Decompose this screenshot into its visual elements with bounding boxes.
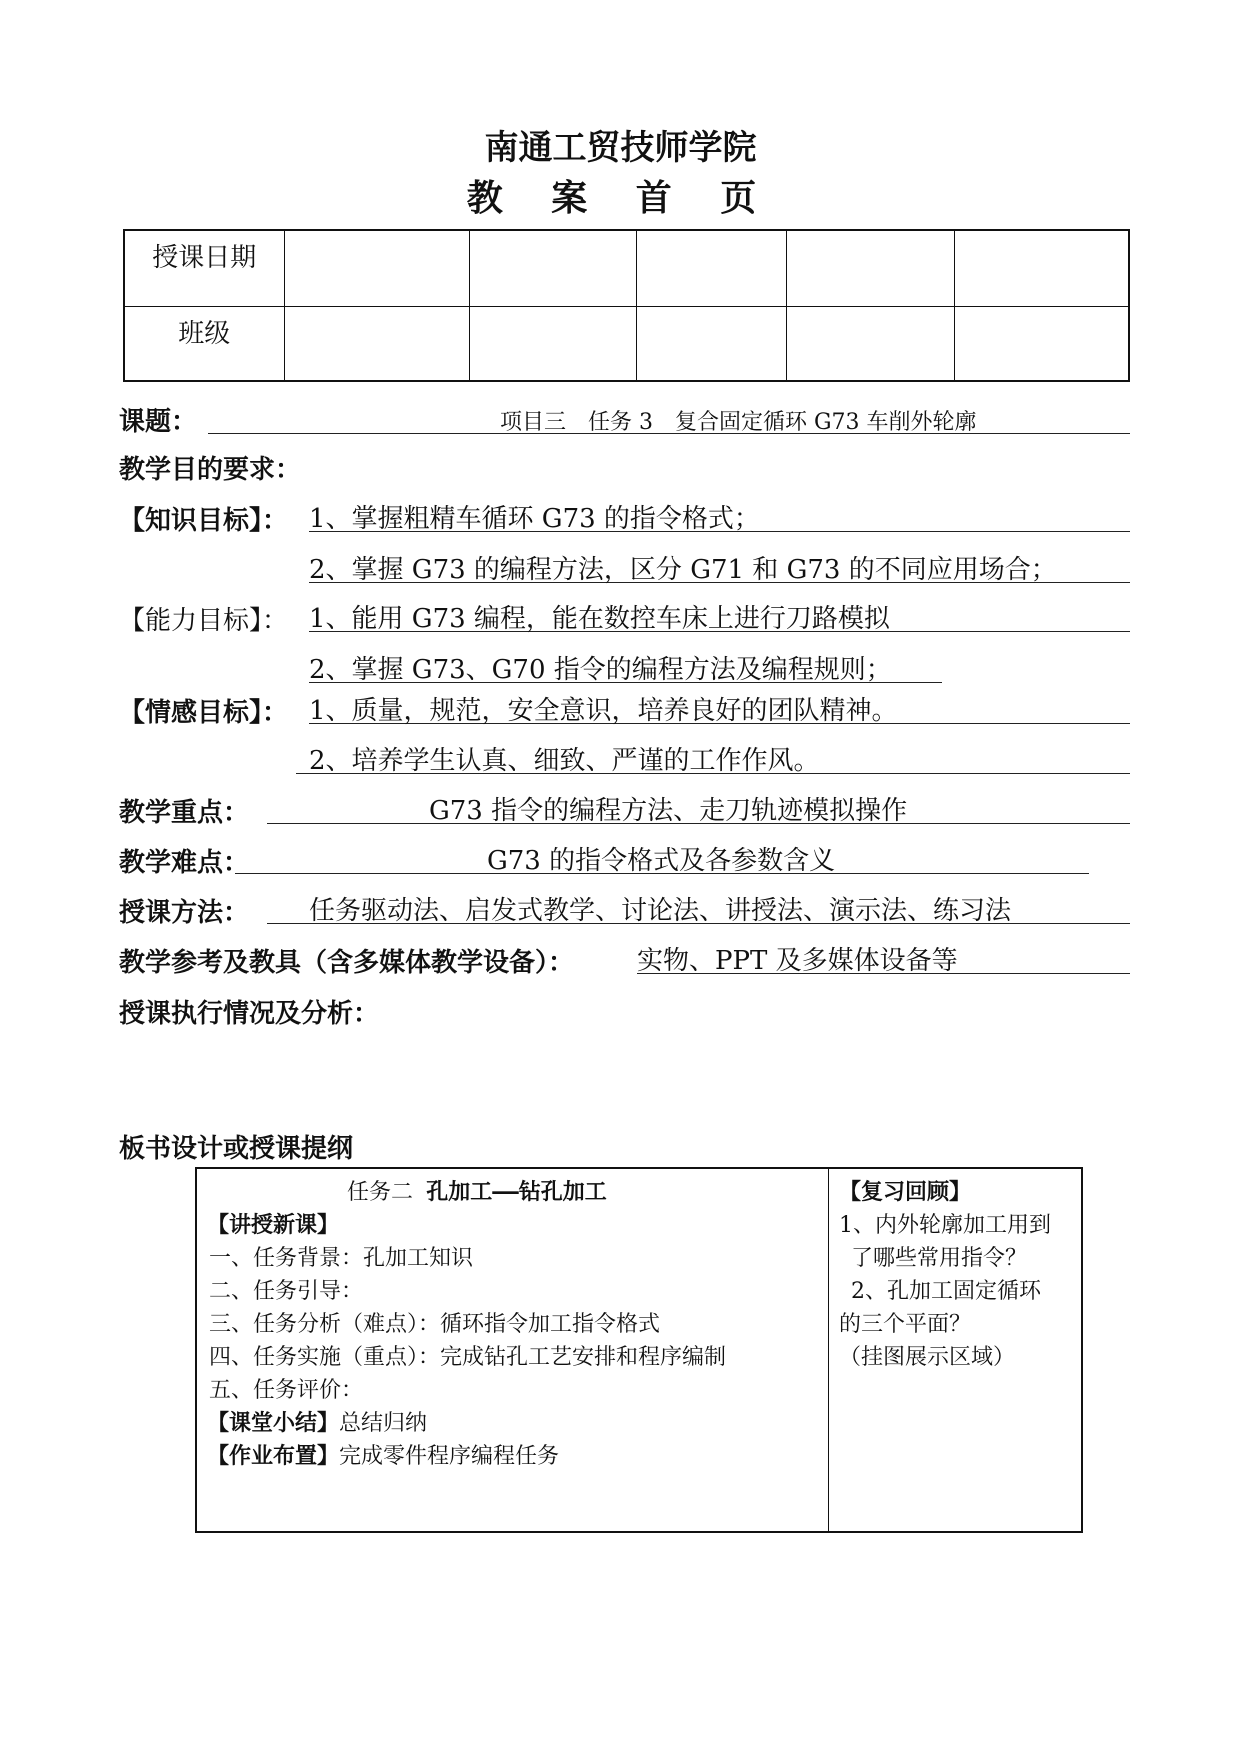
ability-line-1 xyxy=(309,598,1130,632)
review-heading: 【复习回顾】 xyxy=(839,1179,972,1205)
class-cell[interactable] xyxy=(636,306,786,381)
reference-label: 教学参考及教具（含多媒体教学设备）： xyxy=(119,948,575,978)
ability-2: 2、掌握 G73、G70 指令的编程方法及编程规则； xyxy=(309,655,892,685)
board-left-title-main: 孔加工——钻孔加工 xyxy=(413,1180,607,1205)
class-cell[interactable] xyxy=(786,306,954,381)
homework-value: 完成零件程序编程任务 xyxy=(339,1444,560,1469)
board-item-5: 五、任务评价： xyxy=(209,1378,364,1403)
board-heading: 板书设计或授课提纲 xyxy=(119,1134,354,1164)
objectives-heading: 教学目的要求： xyxy=(119,455,302,485)
board-summary xyxy=(207,1406,427,1437)
difficulty-value: G73 的指令格式及各参数含义 xyxy=(487,846,836,876)
review-1b: 了哪些常用指令？ xyxy=(851,1246,1028,1271)
ability-1: 1、能用 G73 编程，能在数控车床上进行刀路模拟 xyxy=(309,604,890,634)
topic-value: 项目三 任务 3 复合固定循环 G73 车削外轮廓 xyxy=(500,410,977,435)
key-point-label: 教学重点： xyxy=(119,798,250,828)
method-label: 授课方法： xyxy=(119,898,250,928)
execution-label: 授课执行情况及分析： xyxy=(119,999,380,1029)
method-value: 任务驱动法、启发式教学、讨论法、讲授法、演示法、练习法 xyxy=(309,896,1012,926)
date-cell[interactable] xyxy=(636,230,786,306)
board-design-box xyxy=(195,1167,1083,1533)
ability-label: 【能力目标】： xyxy=(119,606,289,636)
document-title: 教 案 首 页 xyxy=(466,177,775,219)
board-item-4: 四、任务实施（重点）：完成钻孔工艺安排和程序编制 xyxy=(209,1345,727,1370)
board-item-2: 二、任务引导： xyxy=(209,1279,364,1304)
difficulty-label: 教学难点： xyxy=(119,848,250,878)
knowledge-2: 2、掌握 G73 的编程方法，区分 G71 和 G73 的不同应用场合； xyxy=(309,555,1057,585)
board-homework xyxy=(207,1439,559,1470)
emotion-1: 1、质量，规范，安全意识，培养良好的团队精神。 xyxy=(309,696,898,726)
class-cell[interactable] xyxy=(954,306,1129,381)
date-label: 授课日期 xyxy=(124,230,284,306)
board-left-title xyxy=(347,1175,607,1206)
class-cell[interactable] xyxy=(284,306,469,381)
date-cell[interactable] xyxy=(786,230,954,306)
review-2a: 2、孔加工固定循环 xyxy=(851,1279,1041,1304)
board-item-3: 三、任务分析（难点）：循环指令加工指令格式 xyxy=(209,1312,661,1337)
schedule-table xyxy=(123,229,1130,382)
knowledge-line-1 xyxy=(309,498,1130,532)
method-line xyxy=(267,890,1130,924)
review-3: （挂图展示区域） xyxy=(839,1345,1016,1370)
reference-value: 实物、PPT 及多媒体设备等 xyxy=(637,946,958,976)
board-left-title-prefix: 任务二 xyxy=(347,1180,414,1205)
class-cell[interactable] xyxy=(469,306,636,381)
summary-label: 【课堂小结】 xyxy=(207,1411,340,1436)
date-cell[interactable] xyxy=(284,230,469,306)
summary-value: 总结归纳 xyxy=(339,1411,428,1436)
new-lesson-heading: 【讲授新课】 xyxy=(207,1213,340,1238)
reference-line xyxy=(637,940,1130,974)
emotion-label: 【情感目标】： xyxy=(119,698,289,728)
emotion-2: 2、培养学生认真、细致、严谨的工作作风。 xyxy=(309,746,820,776)
date-cell[interactable] xyxy=(469,230,636,306)
knowledge-1: 1、掌握粗精车循环 G73 的指令格式； xyxy=(309,504,760,534)
homework-label: 【作业布置】 xyxy=(207,1444,340,1469)
knowledge-line-2 xyxy=(309,549,1130,583)
knowledge-label: 【知识目标】： xyxy=(119,506,289,536)
topic-label: 课题： xyxy=(119,407,198,437)
school-name: 南通工贸技师学院 xyxy=(484,128,757,168)
emotion-line-1 xyxy=(309,690,1130,724)
class-label: 班级 xyxy=(124,306,284,381)
board-item-1: 一、任务背景：孔加工知识 xyxy=(209,1246,474,1271)
ability-line-2 xyxy=(309,649,942,683)
review-1a: 1、内外轮廓加工用到 xyxy=(839,1213,1051,1238)
date-cell[interactable] xyxy=(954,230,1129,306)
key-point-line xyxy=(267,790,1130,824)
topic-line xyxy=(208,403,1130,434)
key-point-value: G73 指令的编程方法、走刀轨迹模拟操作 xyxy=(429,796,908,826)
difficulty-line xyxy=(235,840,1089,874)
review-2b: 的三个平面？ xyxy=(839,1312,972,1337)
box-divider xyxy=(828,1169,829,1531)
emotion-line-2 xyxy=(296,740,1130,774)
